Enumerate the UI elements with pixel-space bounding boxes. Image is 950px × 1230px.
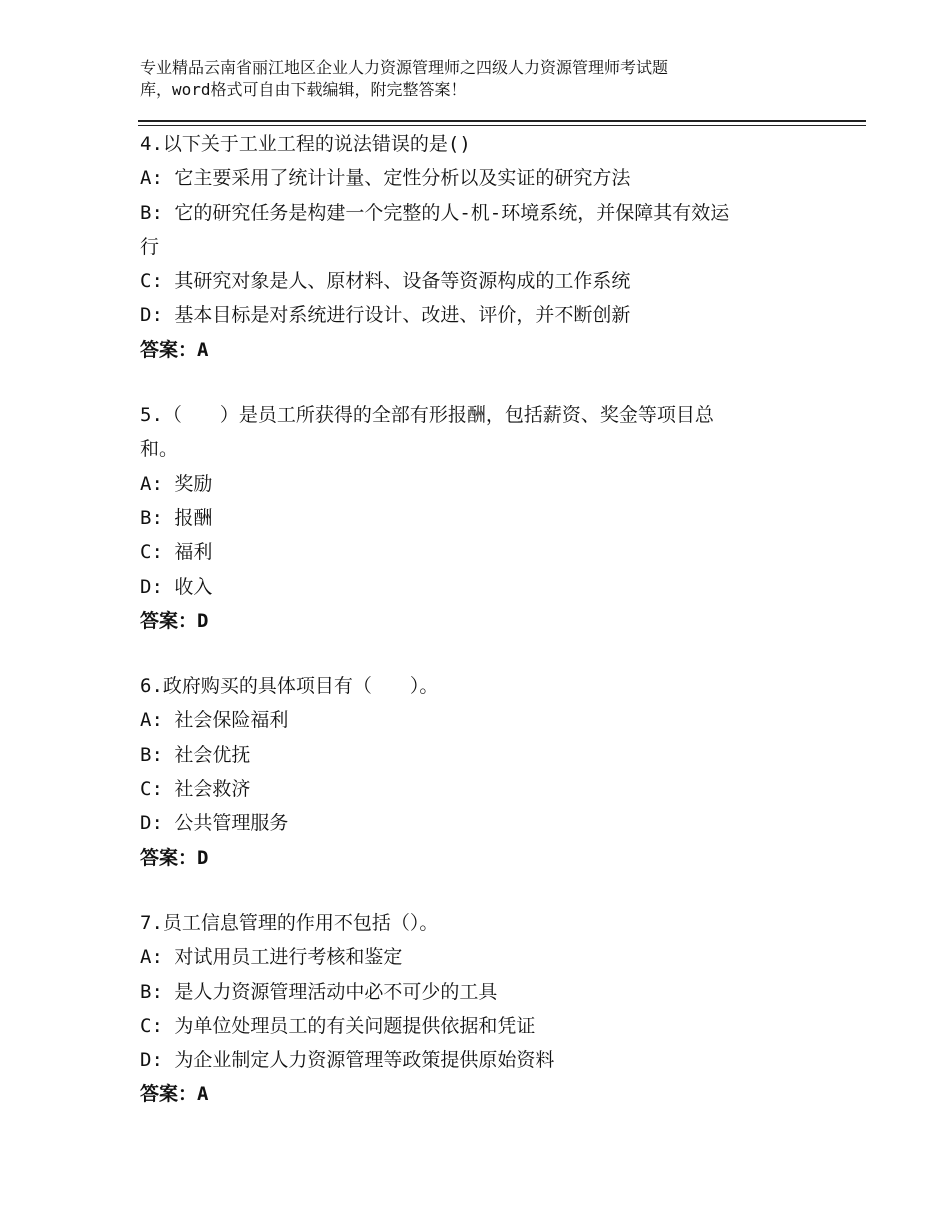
option-d: D: 基本目标是对系统进行设计、改进、评价，并不断创新 [140, 304, 631, 327]
option-b: B: 它的研究任务是构建一个完整的人-机-环境系统，并保障其有效运 [140, 201, 730, 224]
option-a: A: 奖励 [140, 472, 213, 495]
header-rule-thick [138, 120, 866, 122]
option-c: C: 其研究对象是人、原材料、设备等资源构成的工作系统 [140, 270, 631, 293]
question-text-continued: 和。 [140, 438, 179, 461]
option-b: B: 报酬 [140, 506, 213, 529]
document-header [140, 57, 780, 101]
question-text: 7.员工信息管理的作用不包括（）。 [140, 911, 439, 934]
answer: 答案：A [140, 1083, 209, 1106]
option-c: C: 为单位处理员工的有关问题提供依据和凭证 [140, 1014, 536, 1037]
option-b: B: 是人力资源管理活动中必不可少的工具 [140, 980, 498, 1003]
option-b-continued: 行 [140, 235, 160, 258]
answer: 答案：D [140, 609, 209, 632]
header-title-line-2: 库，word格式可自由下载编辑，附完整答案！ [140, 80, 467, 99]
answer: 答案：A [140, 338, 209, 361]
answer: 答案：D [140, 846, 209, 869]
header-rule-thin [138, 125, 866, 126]
question-7 [140, 906, 840, 1112]
question-list [140, 127, 840, 1143]
option-a: A: 它主要采用了统计计量、定性分析以及实证的研究方法 [140, 167, 631, 190]
option-a: A: 对试用员工进行考核和鉴定 [140, 946, 403, 969]
option-c: C: 福利 [140, 541, 213, 564]
question-4 [140, 127, 840, 367]
question-text: 6.政府购买的具体项目有（ ）。 [140, 675, 439, 698]
question-text: 5.（ ）是员工所获得的全部有形报酬，包括薪资、奖金等项目总 [140, 404, 714, 427]
option-a: A: 社会保险福利 [140, 709, 289, 732]
question-6 [140, 669, 840, 875]
option-c: C: 社会救济 [140, 778, 251, 801]
option-d: D: 为企业制定人力资源管理等政策提供原始资料 [140, 1049, 555, 1072]
option-d: D: 公共管理服务 [140, 812, 289, 835]
option-d: D: 收入 [140, 575, 213, 598]
option-b: B: 社会优抚 [140, 743, 251, 766]
header-title-line-1: 专业精品云南省丽江地区企业人力资源管理师之四级人力资源管理师考试题 [140, 58, 669, 77]
question-5 [140, 398, 840, 638]
question-text: 4.以下关于工业工程的说法错误的是() [140, 133, 471, 155]
